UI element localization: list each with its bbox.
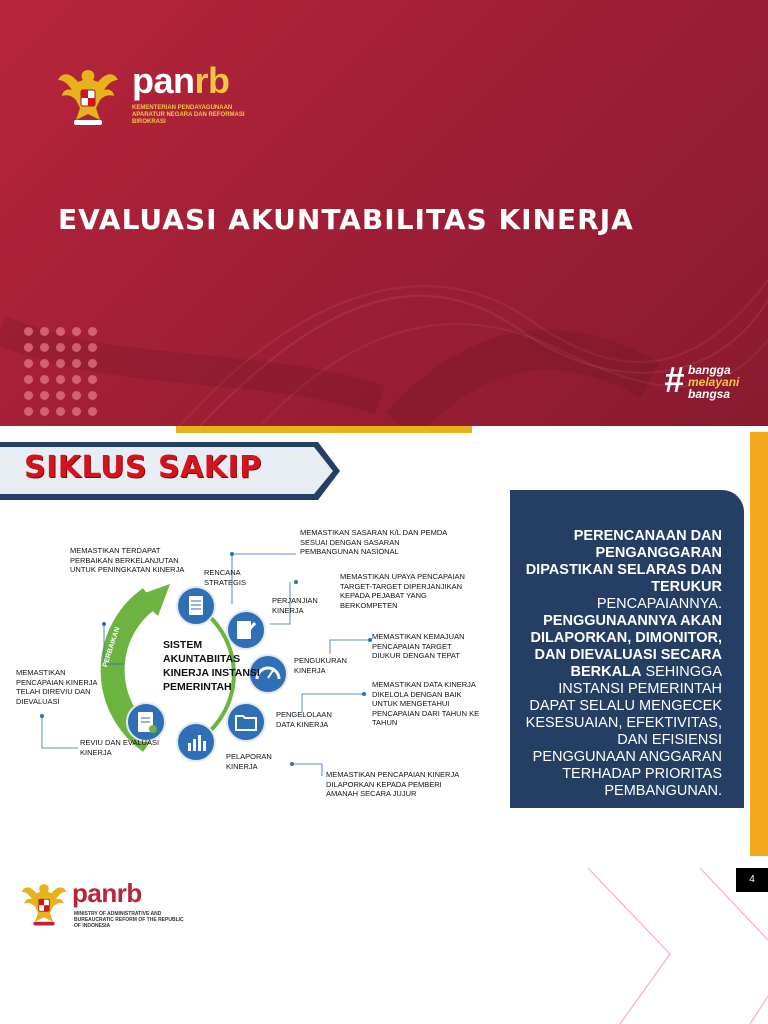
page-title: EVALUASI AKUNTABILITAS KINERJA	[58, 203, 634, 236]
decorative-dot-grid	[24, 327, 104, 423]
siklus-sakip-slide	[0, 426, 768, 1024]
note-perbaikan: MEMASTIKAN TERDAPAT PERBAIKAN BERKELANJUTAN UNTUK PENINGKATAN KINERJA	[70, 546, 185, 574]
note-reviu: MEMASTIKAN PENCAPAIAN KINERJA TELAH DIREVIU DAN DIEVALUASI	[16, 668, 98, 706]
note-rencana: MEMASTIKAN SASARAN K/L DAN PEMDA SESUAI DENGAN SASARAN PEMBANGUNAN NASIONAL	[300, 528, 447, 556]
info-text-1: PENCAPAIANNYA.	[596, 596, 722, 612]
garuda-emblem	[56, 62, 120, 128]
sakip-cycle-diagram	[0, 516, 500, 816]
folder-icon	[226, 702, 266, 742]
tagline-line1: bangga	[688, 363, 731, 377]
ministry-name-english: MINISTRY OF ADMINISTRATIVE AND BUREAUCRATIC REFORM OF THE REPUBLIC OF INDONESIA	[74, 911, 184, 929]
info-text-2: SEHINGGA INSTANSI PEMERINTAH DAPAT SELALU MENGECEK KESESUAIAN, EFEKTIVITAS, DAN EFISIENSI PENGGUNAAN ANGGARAN TERHADAP PRIORITAS PEMBANGUNAN.	[525, 664, 722, 799]
footer-logo-rb: rb	[116, 878, 142, 908]
note-perjanjian: MEMASTIKAN UPAYA PENCAPAIAN TARGET-TARGET DIPERJANJIKAN KEPADA PEJABAT YANG BERKOMPETEN	[340, 572, 465, 610]
chart-icon	[176, 722, 216, 762]
clipboard-icon	[126, 702, 166, 742]
stage-reviu: REVIU DAN EVALUASI KINERJA	[80, 738, 160, 757]
garuda-emblem-footer	[20, 878, 68, 928]
info-box	[510, 490, 744, 808]
logo-word-pan: pan	[132, 60, 195, 101]
ministry-name: KEMENTERIAN PENDAYAGUNAAN APARATUR NEGARA DAN REFORMASI BIROKRASI	[132, 105, 245, 125]
hashtag-icon: #	[664, 359, 685, 400]
panrb-logo-text	[132, 60, 230, 102]
stage-pengelolaan: PENGELOLAAN DATA KINERJA	[276, 710, 332, 729]
footer-logo-pan: pan	[72, 878, 117, 908]
decorative-chevron-lines	[560, 856, 768, 1024]
info-bold-1: PERENCANAAN DAN PENGANGGARAN DIPASTIKAN SELARAS DAN TERUKUR	[525, 528, 722, 595]
note-pengelolaan: MEMASTIKAN DATA KINERJA DIKELOLA DENGAN BAIK UNTUK MENGETAHUI PENCAPAIAN DARI TAHUN KE TAHUN	[372, 680, 480, 727]
logo-word-rb: rb	[194, 60, 230, 101]
panrb-footer-logo-text	[72, 878, 142, 909]
stage-perjanjian: PERJANJIAN KINERJA	[272, 596, 318, 615]
gold-accent-bar	[176, 426, 472, 433]
stage-rencana: RENCANA STRATEGIS	[204, 568, 246, 587]
gold-side-bar	[750, 432, 768, 856]
info-bold-2: PENGGUNAANNYA AKAN DILAPORKAN, DIMONITOR, DAN DIEVALUASI SECARA BERKALA	[530, 613, 722, 680]
center-title: SISTEM AKUNTABIITAS KINERJA INSTANSI PEMERINTAH	[163, 639, 260, 693]
page-number: 4	[736, 868, 768, 892]
stage-pengukuran: PENGUKURAN KINERJA	[294, 656, 347, 675]
arc-label-perbaikan: PERBAIKAN	[102, 626, 122, 669]
title-slide	[0, 0, 768, 426]
tagline-line2: melayani	[688, 375, 740, 389]
note-pengukuran: MEMASTIKAN KEMAJUAN PENCAPAIAN TARGET DIUKUR DENGAN TEPAT	[372, 632, 465, 660]
arc-label-berkelanjutan: BERKELANJUTAN	[128, 617, 154, 679]
stage-pelaporan: PELAPORAN KINERJA	[226, 752, 272, 771]
note-pelaporan: MEMASTIKAN PENCAPAIAN KINERJA DILAPORKAN KEPADA PEMBERI AMANAH SECARA JUJUR	[326, 770, 459, 798]
document-icon	[176, 586, 216, 626]
section-title: SIKLUS SAKIP	[24, 450, 262, 485]
tagline-line3: bangsa	[688, 387, 731, 401]
